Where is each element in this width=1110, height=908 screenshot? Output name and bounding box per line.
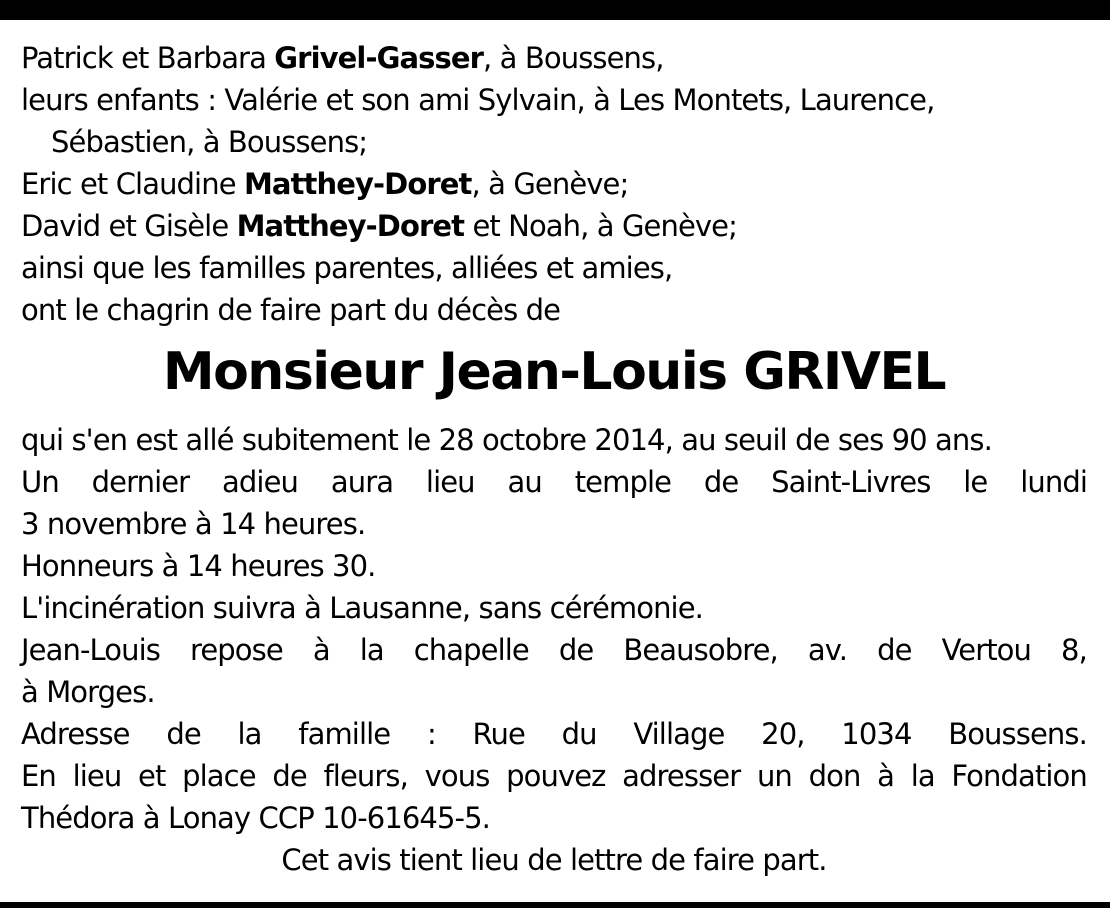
word: temple [574,465,672,499]
word: lieu [72,759,122,793]
word: 20, [761,717,805,751]
family-line-5-post: et Noah, à Genève; [464,209,737,243]
word: lieu [425,465,475,499]
body-line-10: Thédora à Lonay CCP 10-61645-5. [21,801,490,835]
family-line-4 [21,163,1087,205]
body-line-1: qui s'en est allé subitement le 28 octobre 2014, au seuil de ses 90 ans. [21,423,992,457]
word: Beausobre, [623,633,778,667]
family-line-1 [21,37,1087,79]
family-line-6: ainsi que les familles parentes, alliées et amies, [21,251,673,285]
notice-body [21,419,1087,881]
family-line-5 [21,205,1087,247]
family-line-1-post: , à Boussens, [483,41,664,75]
word: don [808,759,861,793]
family-line-7: ont le chagrin de faire part du décès de [21,293,561,327]
word: de [877,633,912,667]
word: chapelle [413,633,529,667]
word: Rue [472,717,525,751]
word: vous [424,759,490,793]
family-line-1-pre: Patrick et Barbara [21,41,275,75]
word: Fondation [951,759,1087,793]
word: la [910,759,935,793]
word: la [359,633,384,667]
word: Village [633,717,725,751]
word: dernier [91,465,190,499]
body-line-7: à Morges. [21,675,155,709]
family-surname-matthey-doret-2: Matthey-Doret [236,209,465,243]
word: adresser [622,759,741,793]
word: du [561,717,597,751]
word: un [756,759,792,793]
deceased-name: Monsieur Jean-Louis GRIVEL [162,342,946,402]
word: Boussens. [948,717,1087,751]
word: le [963,465,988,499]
word: repose [189,633,283,667]
word: Vertou [941,633,1032,667]
word: et [138,759,166,793]
body-line-2 [21,461,1087,503]
word: lundi [1020,465,1087,499]
body-line-3: 3 novembre à 14 heures. [21,507,366,541]
family-surname-matthey-doret-1: Matthey-Doret [243,167,472,201]
word: de [703,465,739,499]
word: place [182,759,256,793]
word: pouvez [506,759,606,793]
body-line-4: Honneurs à 14 heures 30. [21,549,376,583]
family-line-2: leurs enfants : Valérie et son ami Sylvain, à Les Montets, Laurence, [21,83,935,117]
word: au [507,465,542,499]
body-line-8 [21,713,1087,755]
family-line-4-pre: Eric et Claudine [21,167,244,201]
word: 8, [1061,633,1087,667]
word: de [272,759,307,793]
word: av. [807,633,848,667]
word: à [877,759,895,793]
word: Adresse [21,717,130,751]
family-surname-grivel-gasser: Grivel-Gasser [274,41,484,75]
word: 1034 [841,717,912,751]
word: Un [21,465,59,499]
word: famille [298,717,391,751]
word: Saint-Livres [771,465,931,499]
body-line-5: L'incinération suivra à Lausanne, sans cérémonie. [21,591,703,625]
word: fleurs, [323,759,408,793]
word: de [558,633,594,667]
word: : [426,717,436,751]
death-notice [21,37,1087,881]
body-line-6 [21,629,1087,671]
word: adieu [222,465,299,499]
word: la [237,717,262,751]
word: aura [330,465,394,499]
bottom-border-rule [0,902,1110,908]
word: Jean-Louis [21,633,160,667]
word: En [21,759,56,793]
family-line-4-post: , à Genève; [471,167,629,201]
family-line-3: Sébastien, à Boussens; [51,125,368,159]
top-border-rule [0,0,1110,20]
word: à [312,633,330,667]
family-line-5-pre: David et Gisèle [21,209,237,243]
body-line-9 [21,755,1087,797]
word: de [166,717,201,751]
closing-line: Cet avis tient lieu de lettre de faire part. [281,843,827,877]
